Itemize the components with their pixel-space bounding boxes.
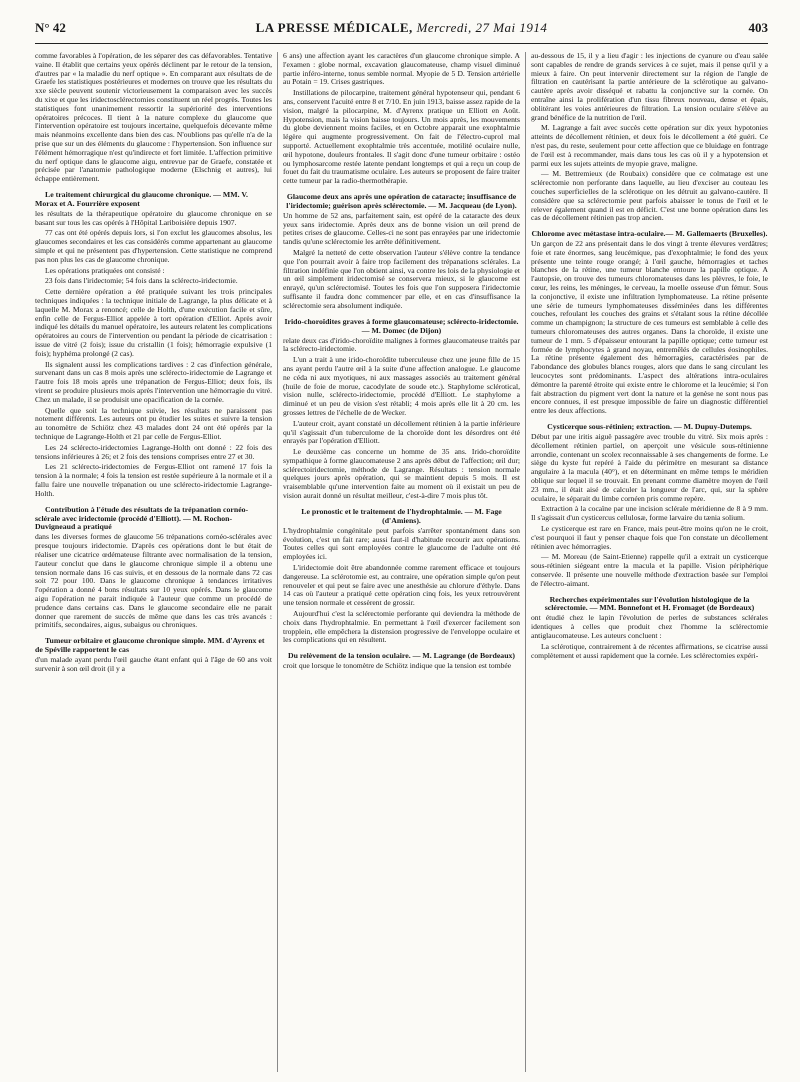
paragraph: L'un a trait à une irido-choroïdite tuberculeuse chez une jeune fille de 15 ans ayant perdu l'autre œil à la suite d'une affection analogue. Le glaucome ne céda ni aux myotiques, ni aux massages associés au traitement général (huile de foie de morue, cacodylate de soude etc.). Staphylome sclérotical, vision nulle, sclérecto-iridectomie, procédé d'Elliott. Le staphylome a diminué et un peu de vision s'est rétabli; 4 mois après elle lit à 20 cm. les grosses lettres de l'échelle de de Wecker. [283, 355, 520, 417]
column-middle [283, 52, 520, 1077]
paragraph: Un garçon de 22 ans présentait dans le dos vingt à trente élevures verdâtres; foie et rate énormes, sang leucémique, pas d'exophtalmie; le fond des yeux présente une teinte rouge orangé; à l'œil gauche, hémorragies et taches blanches de la rétine, une tumeur blanche entoure la papille optique. A l'autopsie, on trouve des tumeurs chloromateuses dans les plèvres, le foie, le cœur, les reins, les méninges, le cerveau, la moelle osseuse d'un fémur. Sous la conjonctive, il existe une infiltration lymphomateuse. La rétine présente une série de tumeurs lymphomateuses disséminées dans les différentes couches, refoulant les couches des grains et s'étalant sous la rétine décollée comme un champignon; la structure de ces tumeurs est semblable à celle des tumeurs chloromateuses des autres organes. Dans la choroïde, il existe une tumeur de 1 mm. 5 d'épaisseur entourant la papille optique; cette tumeur est formée de lymphocytes à grand noyau, entremêlés de cellules éosinophiles. La rétine présente également des hémorragies, caractérisées par de l'abondance des globules blancs rouges, alors que dans le sang circulant les leucocytes sont prédominants. L'aspect des altérations intra-oculaires démontre la parenté étroite qui existe entre le chlorome et la leucémie; si l'on fait abstraction du pigment vert dont la nature et la genèse ne sont nous pas encore connues, il est presque impossible de faire un diagnostic différentiel entre les deux affections. [531, 239, 768, 416]
journal-title [35, 20, 768, 36]
issue-date: Mercredi, 27 Mai 1914 [416, 20, 548, 35]
paragraph: Les opérations pratiquées ont consisté : [45, 265, 165, 275]
paragraph: Cette dernière opération a été pratiquée suivant les trois principales techniques indiquées : la technique initiale de Lagrange, la plus délicate et à laquelle M. Morax a renoncé; celle de Holth, d'une exécution facile et sûre, enfin celle de Fergus-Elliot appelée à tort opération d'Elliot. Après avoir indiqué les détails du manuel opératoire, les auteurs relatent les complications opératoires au cours de l'intervention ou pendant la période de cicatrisation : issue de vitré (2 fois); issue du cristallin (1 fois); hémorragie expulsive (1 fois); hyphéma prolongé (2 cas). [35, 287, 272, 358]
column-right [531, 52, 768, 1077]
section-heading: Tumeur orbitaire et glaucome chronique simple. MM. d'Ayrenx et de Spéville rapportent le cas [35, 636, 265, 655]
paragraph: 77 cas ont été opérés depuis lors, si l'on exclut les glaucomes absolus, les glaucomes secondaires et les cas considérés comme appartenant au glaucome simple et qui ne présentent pas d'hypertension. Cette statistique ne comprend pas non plus les cas de glaucome chronique. [35, 228, 272, 264]
paragraph: comme favorables à l'opération, de les séparer des cas défavorables. Tentative vaine. Il établit que certains yeux opérés déclinent par le retour de la tension, d'autres par « la maladie du nerf optique ». En comparant aux résultats de de Graefe les statistiques postérieures et modernes on trouve que les résultats du xxe siècle peuvent soutenir victorieusement la comparaison avec les succès du xixe et que les iridectosclérectomies constituent un réel progrès. Toutes les statistiques font unanimement ressortir la supériorité des interventions opératoires précoces. Il tient à la nature complexe du glaucome que l'intervention opératoire est toujours incertaine, quelquefois décevante même mais néanmoins excellente dans bien des cas. N'oublions pas qu'elle n'a de la prise que sur un des éléments du glaucome : l'hypertension. Son influence sur l'élément hémorragique n'est qu'indirecte et fort limitée. L'affection primitive du nerf optique dans le glaucome aigu, entrevue par de Graefe, constatée et précisée par l'anatomie pathologique moderne (Elschnig et autres), lui échappe entièrement. [35, 52, 272, 184]
paragraph: ont étudié chez le lapin l'évolution de perles de substances sclérales identiques à celles que produit chez l'homme la sclérectomie antiglaucomateuse. Les auteurs concluent : [531, 613, 768, 641]
paragraph: Le deuxième cas concerne un homme de 35 ans. Irido-choroïdite sympathique à forme glaucomateuse 2 ans après début de l'affection; œil dur; sclérectoiridectomie, méthode de Lagrange. Résultats : tension normale quelques jours après opération, qui se maintient depuis 5 mois. Il est vraisemblable qu'une intervention faite au moment où il existait un peu de vision aurait donné un résultat meilleur, c'est-à-dire 7 mois plus tôt. [283, 447, 520, 501]
paragraph: L'auteur croit, ayant constaté un décollement rétinien à la partie inférieure qu'il s'agissait d'un tuberculome de la choroïde dont les désordres ont été enrayés par l'opération d'Elliott. [283, 418, 520, 446]
paragraph: les résultats de la thérapeutique opératoire du glaucome chronique en se basant sur tous les cas opérés à l'Hôpital Lariboisière depuis 1907. [35, 208, 272, 227]
section-heading: Du relèvement de la tension oculaire. — M. Lagrange (de Bordeaux) [287, 651, 516, 661]
paragraph: Le cysticerque est rare en France, mais peut-être moins qu'on ne le croit, c'est pourquoi il faut y penser chaque fois que l'on constate un décollement rétinien avec hémorragies. [531, 523, 768, 551]
paragraph: Début par une iritis aiguë passagère avec trouble du vitré. Six mois après : décollement rétinien partiel, on aperçoit une vésicule sous-rétinienne arrondie, contenant un scolex reconnaissable à ses changements de forme. Le siège du kyste fut repéré à l'aide du périmètre en mesurant sa distance angulaire à la macula (40°), et en déterminant en même temps le méridien oblique sur lequel il se trouvait. En prenant comme diamètre moyen de l'œil 23 mm., il était aisé de calculer la longueur de l'arc, qui, sur la sphère oculaire, le séparait du limbe cornéen pris comme repère. [531, 431, 768, 503]
paragraph: L'iridectomie doit être abandonnée comme rarement efficace et toujours dangereuse. La sclérotomie est, au contraire, une opération simple qu'on peut renouveler et qui peut se faire avec une anesthésie au chlorure d'éthyle. Dans 14 cas où l'auteur a pratiqué cette opération cinq fois, les yeux retrouvèrent une tension normale et cessèrent de grossir. [283, 562, 520, 608]
paragraph: — M. Moreau (de Saint-Etienne) rappelle qu'il a extrait un cysticerque sous-rétinien siégeant entre la macula et la papille. Vision périphérique conservée. Il présente une nouvelle méthode d'extraction basée sur l'emploi de l'électro-aimant. [531, 552, 768, 588]
paragraph: 23 fois dans l'iridectomie; 54 fois dans la sclérecto-iridectomie. [45, 276, 238, 286]
page-number: 403 [748, 20, 768, 35]
column-left [35, 52, 272, 1077]
paragraph: dans les diverses formes de glaucome 56 trépanations cornéo-sclérales avec presque toujours iridectomie. D'après ces opérations dont le but était de réaliser une cicatrice œdémateuse filtrante avec normalisation de la tension, l'auteur conclut que dans le glaucome chronique simple il a obtenu une tension normale dans 16 cas suivis, et en dessous de la normale dans 72 cas soit 72 pour 100. Dans le glaucome chronique à tendances irritatives l'opération a donné 4 bons résultats sur 10 yeux opérés. Dans le glaucome aigu l'opération ne parait indiquée à l'auteur que comme un procédé de prudence dans certains cas. Dans le glaucome secondaire elle ne parait donner que rarement de succès de même que dans les cas très avancés : primitifs, secondaires, aigus, subaigus ou chroniques. [35, 532, 272, 630]
paragraph: au-dessous de 15, il y a lieu d'agir : les injections de cyanure ou d'eau salée sont capables de rendre de grands services à ce sujet, mais il pense qu'il y a mieux à faire. On peut intervenir directement sur la région de l'angle de filtration en cautérisant la partie antérieure de la sclérotique au galvano-cautère après avoir disséqué et rabattu la conjonctive sur la cornée. On entraîne ainsi la prolifération d'un tissu fibreux nouveau, dense et épais, oblitérant les voies antérieures de filtration. La tension oculaire s'élève au grand bénéfice de la nutrition de l'œil. [531, 52, 768, 122]
journal-name: LA PRESSE MÉDICALE, [255, 20, 413, 35]
paragraph: Aujourd'hui c'est la sclérectomie perforante qui deviendra la méthode de choix dans l'hydrophtalmie. En permettant à l'œil d'exercer facilement son tropplein, elle empêchera la distension progressive de l'enveloppe oculaire et les complications qui en résultent. [283, 608, 520, 645]
paragraph: Quelle que soit la technique suivie, les résultats ne paraissent pas notement différents. Les auteurs ont pu étudier les suites et suivre la tension au tonomètre de Schiötz chez 43 malades dont 24 ont été opérés par la technique de Lagrange-Holth et 21 par celle de Fergus-Elliot. [35, 405, 272, 441]
section-heading: Chlorome avec métastase intra-oculaire.— M. Gallemaerts (Bruxelles). [531, 229, 768, 239]
paragraph: Les 24 sclérecto-iridectomies Lagrange-Holth ont donné : 22 fois des tensions inférieures à 26; et 2 fois des tensions comprises entre 27 et 30. [35, 442, 272, 461]
section-heading: Le traitement chirurgical du glaucome chronique. — MM. V. Morax et A. Fourrière exposent [35, 189, 248, 208]
paragraph: Malgré la netteté de cette observation l'auteur s'élève contre la tendance que l'on pourrait avoir à faire trop facilement des trépanations sclérales. La filtration indéfinie que l'on obtient ainsi, va contre les lois de la physiologie et un œil simplement iridectomisé se conservera mieux, si le glaucome est enrayé, qu'un sclérectomisé. Toutes les fois que l'on supposera l'iridectomie suffisante il faudra donc commencer par elle, et en cas d'insuffisance la sclérectomie sera absolument indiquée. [283, 248, 520, 310]
paragraph: Instillations de pilocarpine, traitement général hypotenseur qui, pendant 6 ans, conservent l'acuité entre 8 et 7/10. En juin 1913, baisse assez rapide de la vision, malgré la pilocarpine, M. d'Ayrenx pratique un Elliott en Août. Hypotension, mais la vision baisse toujours. Un mois après, les mouvements du globe deviennent moins faciles, et en Octobre apparait une exophtalmie légère qui augmente progressivement. On fait de l'électro-cuprol mal supporté. Actuellement exophtalmie très accentuée, motilité oculaire nulle, œil hypotone, douleurs frontales. Il s'agit donc d'une tumeur orbitaire : ostéo ou lymphosarcome restée latente pendant longtemps et qui a reçu un coup de fouet du fait du traumatisme oculaire. Les auteurs se proposent de faire traiter cette tumeur par la radio-thermothérapie. [283, 88, 520, 186]
paragraph: Les 21 sclérecto-iridectomies de Fergus-Elliot ont ramené 17 fois la tension à la normale; 4 fois la tension est restée supérieure à la normale et il a fallu faire une nouvelle trépanation ou une sclérecto-iridectomie Lagrange-Holth. [35, 462, 272, 498]
section-heading: Cysticerque sous-rétinien; extraction. — M. Dupuy-Dutemps. [547, 422, 752, 432]
header-rule [35, 43, 768, 44]
paragraph: Un homme de 52 ans, parfaitement sain, est opéré de la cataracte des deux yeux sans iridectomie. Après deux ans de bonne vision un œil prend de petites crises de glaucome. Celles-ci ne sont pas enrayées par une iridectomie tandis qu'une sclérectomie les arrête définitivement. [283, 210, 520, 247]
paragraph: Extraction à la cocaïne par une incision sclérale méridienne de 8 à 9 mm. Il s'agissait d'un cysticercus cellulosæ, forme larvaire du tænia solium. [531, 504, 768, 523]
paragraph: M. Lagrange a fait avec succès cette opération sur dix yeux hypotonies atteints de décollement rétinien, et deux fois le décollement a été guéri. Ce n'est pas, du reste, seulement pour cette affection que ce bluidage en fontrage de l'œil est à recommander, mais dans tous les cas où il y a hypotension et parmi eux les sujets atteints de myopie grave, maligne. [531, 123, 768, 168]
section-heading: Recherches expérimentales sur l'évolution histologique de la sclérectomie. — MM. Bonnefont et H. Fromaget (de Bordeaux) [544, 594, 755, 613]
issue-number: N° 42 [35, 20, 66, 35]
paragraph: croit que lorsque le tonomètre de Schiötz indique que la tension est tombée [283, 661, 512, 671]
paragraph: L'hydrophtalmie congénitale peut parfois s'arrêter spontanément dans son évolution, c'est un fait rare; aussi faut-il d'habitude recourir aux opérations. Toutes celles qui sont employées contre le glaucome de l'adulte ont été employées ici. [283, 525, 520, 562]
paragraph: relate deux cas d'irido-choroïdite malignes à formes glaucomateuse traités par la sclérecto-iridectomie. [283, 335, 520, 354]
page-header [35, 20, 768, 44]
paragraph: d'un malade ayant perdu l'œil gauche étant enfant qui à l'âge de 60 ans voit survenir à son œil droit (il y a [35, 655, 272, 673]
paragraph: — M. Bettremieux (de Roubaix) considère que ce colmatage est une sclérectomie non perforante dans laquelle, au lieu d'exciser au couteau les couches superficielles de la sclérotique on les détruit au galvano-cautère. Il considère que sa sclérectomie peut parfois abaisser le tonus de l'œil et le relever également quand il est en déficit. C'est une bonne opération dans les cas de décollement rétinien pas trop ancien. [531, 169, 768, 223]
paragraph: Ils signalent aussi les complications tardives : 2 cas d'infection générale, survenant dans un cas 8 mois après une scléreсto-iridectomie de Lagrange et l'autre fois 18 mois après une trépanation de Fergus-Elliot; deux fois, ils virent se produire plusieurs mois après l'intervention une hémorragie du vitré. Chez un malade, il se produisit une opacification de la cornée. [35, 359, 272, 404]
paragraph: 6 ans) une affection ayant les caractères d'un glaucome chronique simple. A l'examen : globe normal, excavation glaucomateuse, champ visuel diminué partie inféro-interne, tonus semble normal. Myopie de 5 D. Tension artérielle au Potain = 19. Crises gastriques. [283, 52, 520, 87]
section-heading: Contribution à l'étude des résultats de la trépanation cornéo-sclérale avec iridectomie (procédé d'Elliott). — M. Rochon-Duvigneaud a pratiqué [35, 504, 249, 532]
paragraph: La sclérotique, contrairement à de récentes affirmations, se cicatrise aussi complètement et aussi rapidement que la cornée. Les sclérectomies expéri- [531, 641, 768, 660]
section-heading: Le pronostic et le traitement de l'hydrophtalmie. — M. Fage (d'Amiens). [301, 506, 502, 525]
section-heading: Glaucome deux ans après une opération de cataracte; insuffisance de l'iridectomie; guérison après sclérectomie. — M. Jacqueau (de Lyon). [286, 191, 517, 210]
section-heading: Irido-choroïdites graves à forme glaucomateuse; sclérecto-iridectomie. — M. Domec (de Dijon) [284, 316, 519, 335]
article-columns [35, 52, 768, 1077]
